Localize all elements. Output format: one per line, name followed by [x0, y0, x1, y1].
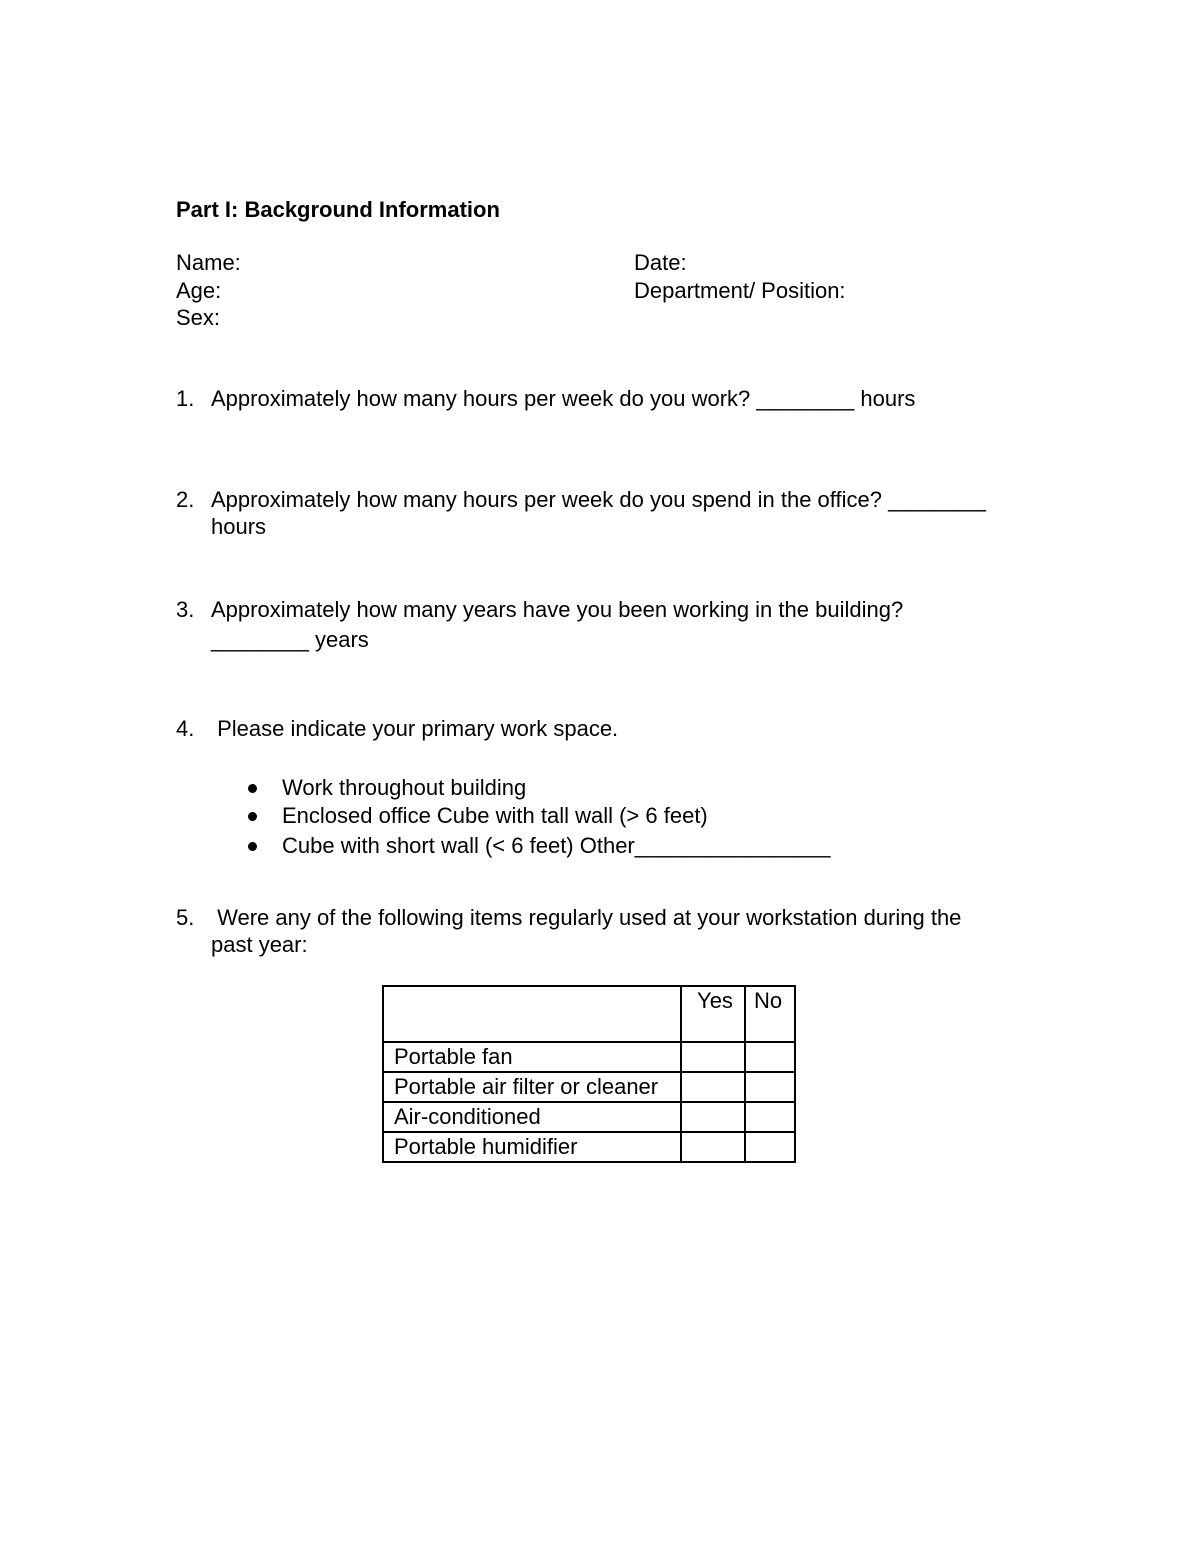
question-3-text-continued: ________ years — [211, 627, 369, 652]
date-field-label: Date: — [634, 250, 687, 275]
workspace-option-1: Work throughout building — [282, 775, 527, 800]
table-row — [383, 1042, 795, 1072]
table-cell-yes[interactable] — [681, 1102, 745, 1132]
question-4-number: 4. — [176, 716, 195, 741]
question-1-number: 1. — [176, 386, 195, 411]
table-row — [383, 1132, 795, 1162]
table-cell-yes[interactable] — [681, 1072, 745, 1102]
table-cell-item: Air-conditioned — [383, 1102, 681, 1132]
table-row — [383, 1072, 795, 1102]
table-cell-no[interactable] — [745, 1072, 795, 1102]
name-field-label: Name: — [176, 250, 241, 275]
bullet-icon — [248, 812, 257, 821]
section-heading: Part I: Background Information — [176, 197, 500, 222]
bullet-icon — [248, 842, 257, 851]
equipment-table — [382, 985, 796, 1163]
table-header-row — [383, 986, 795, 1042]
workspace-option-3: Cube with short wall (< 6 feet) Other________________ — [282, 833, 831, 858]
age-field-label: Age: — [176, 278, 222, 303]
question-5-text: Were any of the following items regularly used at your workstation during the — [211, 905, 962, 930]
department-position-field-label: Department/ Position: — [634, 278, 846, 303]
question-3-text: Approximately how many years have you been working in the building? — [211, 597, 904, 622]
question-5-number: 5. — [176, 905, 195, 930]
table-cell-yes[interactable] — [681, 1042, 745, 1072]
question-2-number: 2. — [176, 487, 195, 512]
table-header-no: No — [745, 986, 795, 1042]
table-cell-item: Portable fan — [383, 1042, 681, 1072]
table-cell-item: Portable air filter or cleaner — [383, 1072, 681, 1102]
question-4-text: Please indicate your primary work space. — [211, 716, 619, 741]
table-cell-yes[interactable] — [681, 1132, 745, 1162]
bullet-icon — [248, 784, 257, 793]
table-cell-no[interactable] — [745, 1042, 795, 1072]
question-3-number: 3. — [176, 597, 195, 622]
table-cell-no[interactable] — [745, 1132, 795, 1162]
table-header-item — [383, 986, 681, 1042]
sex-field-label: Sex: — [176, 305, 221, 330]
workspace-option-2: Enclosed office Cube with tall wall (> 6 feet) — [282, 803, 708, 828]
table-cell-item: Portable humidifier — [383, 1132, 681, 1162]
table-row — [383, 1102, 795, 1132]
table-cell-no[interactable] — [745, 1102, 795, 1132]
question-5-text-continued: past year: — [211, 932, 308, 957]
question-2-text-continued: hours — [211, 514, 267, 539]
question-1-text: Approximately how many hours per week do you work? ________ hours — [211, 386, 916, 411]
question-2-text: Approximately how many hours per week do you spend in the office? ________ — [211, 487, 986, 512]
table-header-yes: Yes — [681, 986, 745, 1042]
